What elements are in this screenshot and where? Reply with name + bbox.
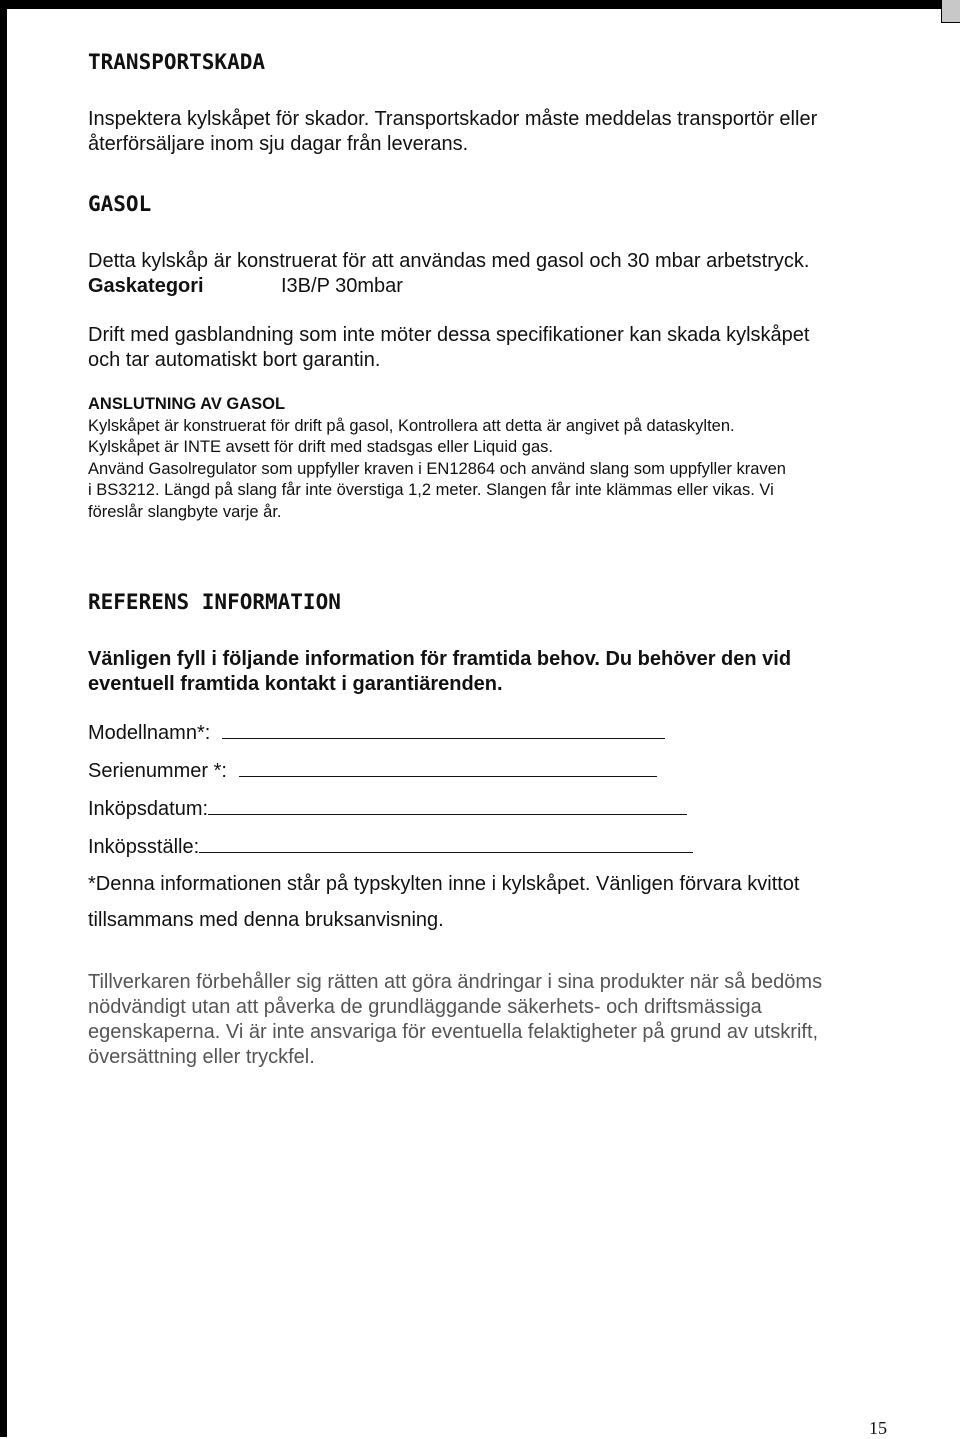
- anslutning-line-4: i BS3212. Längd på slang får inte överstiga 1,2 meter. Slangen får inte klämmas eller vikas. Vi: [88, 481, 774, 499]
- referens-intro-line-2: eventuell framtida kontakt i garantiärenden.: [88, 673, 503, 695]
- transport-line-1: Inspektera kylskåpet för skador. Transportskador måste meddelas transportör eller: [88, 108, 818, 130]
- referens-note-line-2: tillsammans med denna bruksanvisning.: [88, 909, 444, 931]
- anslutning-section: [88, 394, 786, 523]
- referens-note-line-1: *Denna informationen står på typskylten inne i kylskåpet. Vänligen förvara kvittot: [88, 873, 800, 895]
- serial-blank-line[interactable]: [239, 762, 657, 777]
- referens-heading: REFERENS INFORMATION: [88, 590, 341, 614]
- place-field-row: [88, 835, 693, 860]
- anslutning-line-5: föreslår slangbyte varje år.: [88, 502, 282, 521]
- anslutning-line-1: Kylskåpet är konstruerat för drift på gasol, Kontrollera att detta är angivet på dataskylten.: [88, 416, 735, 435]
- disclaimer-line-4: översättning eller tryckfel.: [88, 1046, 315, 1068]
- anslutning-line-2: Kylskåpet är INTE avsett för drift med stadsgas eller Liquid gas.: [88, 438, 553, 456]
- anslutning-heading: ANSLUTNING AV GASOL: [88, 395, 286, 413]
- gas-category-label: Gaskategori: [88, 275, 204, 297]
- anslutning-line-3: Använd Gasolregulator som uppfyller kraven i EN12864 och använd slang som uppfyller kraven: [88, 459, 786, 478]
- gasol-paragraph: [88, 249, 809, 299]
- transport-line-2: återförsäljare inom sju dagar från leverans.: [88, 133, 469, 155]
- gas-category-value: I3B/P 30mbar: [281, 275, 403, 297]
- corner-mark: [941, 0, 960, 23]
- gasol-warning-line-2: och tar automatiskt bort garantin.: [88, 349, 381, 371]
- disclaimer-line-3: egenskaperna. Vi är inte ansvariga för eventuella felaktigheter på grund av utskrift,: [88, 1021, 819, 1043]
- place-blank-line[interactable]: [199, 838, 693, 853]
- place-label: Inköpsställe:: [88, 836, 200, 858]
- gas-category-row: [88, 274, 809, 299]
- disclaimer-line-1: Tillverkaren förbehåller sig rätten att göra ändringar i sina produkter när så bedöms: [88, 971, 823, 993]
- disclaimer-paragraph: [88, 970, 822, 1070]
- date-label: Inköpsdatum:: [88, 798, 209, 820]
- model-label: Modellnamn*:: [88, 722, 211, 744]
- serial-field-row: [88, 759, 657, 784]
- gasol-heading: GASOL: [88, 192, 152, 216]
- date-blank-line[interactable]: [208, 800, 687, 815]
- disclaimer-line-2: nödvändigt utan att påverka de grundläggande säkerhets- och driftsmässiga: [88, 996, 762, 1018]
- transport-paragraph: [88, 107, 817, 157]
- gasol-warning: [88, 323, 809, 373]
- model-field-row: [88, 721, 665, 746]
- transport-heading: TRANSPORTSKADA: [88, 50, 266, 74]
- gasol-line-1: Detta kylskåp är konstruerat för att användas med gasol och 30 mbar arbetstryck.: [88, 250, 810, 272]
- page-number: 15: [869, 1418, 887, 1438]
- referens-intro: [88, 647, 791, 697]
- serial-label: Serienummer *:: [88, 760, 227, 782]
- date-field-row: [88, 797, 687, 822]
- model-blank-line[interactable]: [222, 724, 665, 739]
- gasol-warning-line-1: Drift med gasblandning som inte möter dessa specifikationer kan skada kylskåpet: [88, 324, 810, 346]
- referens-intro-line-1: Vänligen fyll i följande information för framtida behov. Du behöver den vid: [88, 648, 792, 670]
